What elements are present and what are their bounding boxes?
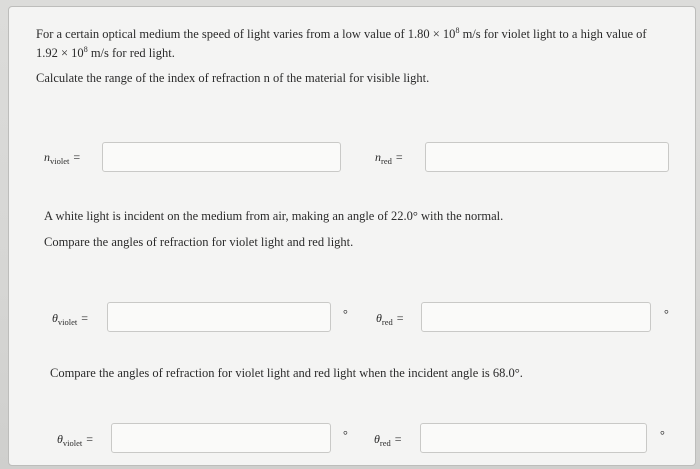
problem-text-a: For a certain optical medium the speed of light varies from a low value of 1.80 × 10 [36, 27, 456, 41]
equals-sign: = [396, 311, 404, 325]
n-violet-label [44, 150, 80, 166]
red-subscript: red [381, 317, 393, 327]
n-symbol: n [44, 150, 50, 164]
violet-subscript: violet [50, 156, 70, 166]
calculate-instruction: Calculate the range of the index of refraction n of the material for visible light. [36, 71, 430, 85]
problem-line-1 [36, 22, 647, 43]
equals-sign: = [86, 432, 94, 446]
theta-violet-input-c[interactable] [111, 423, 331, 453]
theta-violet-label-c [57, 432, 93, 448]
problem-text-d: m/s for red light. [87, 46, 175, 60]
theta-symbol: θ [376, 311, 382, 325]
violet-subscript: violet [57, 317, 78, 327]
n-symbol: n [375, 150, 381, 164]
theta-violet-label-b [52, 311, 88, 327]
red-subscript: red [379, 438, 391, 448]
theta-symbol: θ [52, 311, 58, 325]
red-subscript: red [381, 156, 392, 166]
n-red-label [375, 150, 403, 166]
exponent-2: 8 [83, 45, 88, 54]
theta-red-label-b [376, 311, 404, 327]
equals-sign: = [394, 432, 402, 446]
theta-symbol: θ [374, 432, 380, 446]
problem-text-b: m/s for violet light to a high value of [459, 27, 647, 41]
part-b-line-1: A white light is incident on the medium from air, making an angle of 22.0° with the normal. [44, 209, 504, 223]
theta-red-label-c [374, 432, 402, 448]
theta-red-input-c[interactable] [420, 423, 647, 453]
theta-violet-input-b[interactable] [107, 302, 331, 332]
equals-sign: = [395, 150, 403, 164]
equals-sign: = [81, 311, 89, 325]
degree-unit-c-violet: ° [343, 428, 348, 442]
degree-unit-b-red: ° [664, 307, 669, 321]
n-violet-input[interactable] [102, 142, 341, 172]
degree-unit-c-red: ° [660, 428, 665, 442]
degree-unit-b-violet: ° [343, 307, 348, 321]
equals-sign: = [73, 150, 81, 164]
problem-text-c: 1.92 × 10 [36, 46, 84, 60]
n-red-input[interactable] [425, 142, 669, 172]
violet-subscript: violet [62, 438, 83, 448]
part-c-line-1: Compare the angles of refraction for violet light and red light when the incident angle is 68.0°. [50, 366, 523, 380]
theta-red-input-b[interactable] [421, 302, 651, 332]
part-b-line-2: Compare the angles of refraction for violet light and red light. [44, 235, 354, 249]
problem-line-2 [36, 41, 175, 62]
theta-symbol: θ [57, 432, 63, 446]
exponent-1: 8 [455, 26, 460, 35]
